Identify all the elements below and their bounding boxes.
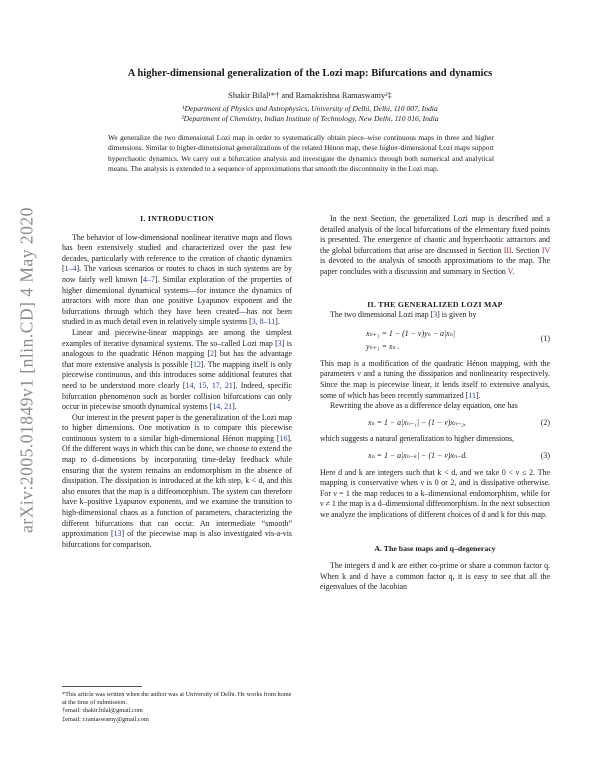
intro-paragraph-3: Our interest in the present paper is the generalization of the Lozi map to higher dimensions. One motivation is to compare this piecewise continuous system to a similar high-dimensional Hénon mapping [16]. Of the different ways in which this can be done, we choose to extend the map to d–dimensions by incorporating time-delay feedback while ensuring that the system remains an endomorphism in the absence of dissipation. The dissipation is introduced at the kth step, k < d, and this also ensures that the map is a diffeomorphism. The system can therefore have k–positive Lyapunov exponents, and we examine the transition to high-dimensional chaos as a function of parameters, characterizing the different bifurcations that can occur. An intermediate “smooth” approximation [13] of the piecewise map is also investigated vis-a-vis bifurcations for comparison. bbox=[62, 412, 292, 549]
equation-1-line-2: yₙ₊₁ = xₙ . bbox=[366, 341, 400, 351]
equation-number: (2) bbox=[540, 417, 550, 427]
equation-1 bbox=[320, 327, 550, 353]
paper-title: A higher-dimensional generalization of the Lozi map: Bifurcations and dynamics bbox=[127, 68, 493, 79]
footnote-3: ‡email: r.ramaswamy@gmail.com bbox=[62, 715, 149, 723]
abstract: We generalize the two dimensional Lozi map in order to systematically obtain piece–wise continuous maps in three and higher dimensions. Similar to higher-dimensional generalizations of the related Hénon map, these higher-dimensional Lozi maps support hyperchaotic dynamics. We carry out a bifurcation analysis and investigate the dynamics through both numerical and analytical means. The analysis is extended to a sequence of approximations that smooth the discontinuity in the Lozi map. bbox=[108, 133, 494, 174]
citation-link[interactable]: 3 bbox=[277, 338, 282, 348]
footnote-rule bbox=[62, 686, 142, 687]
footnotes bbox=[62, 686, 292, 724]
citation-link[interactable]: 4–7 bbox=[143, 274, 155, 284]
citation-link[interactable]: 1–4 bbox=[64, 264, 77, 274]
citation-link[interactable]: 2 bbox=[210, 349, 215, 359]
citation-link[interactable]: 14, 21 bbox=[212, 402, 233, 412]
equation-1-line-1: xₙ₊₁ = 1 − (1 − ν)yₙ − a|xₙ| bbox=[366, 328, 456, 338]
subsection-heading: A. The base maps and q–degeneracy bbox=[374, 544, 496, 554]
section-heading-generalized-lozi: II. THE GENERALIZED LOZI MAP bbox=[367, 299, 503, 309]
equation-3: xₙ = 1 − a|xₙ₋ₖ| − (1 − ν)xₙ₋d. (3) bbox=[368, 450, 550, 460]
footnote-1: *This article was written when the author was at University of Delhi. He works from home at the time of submission. bbox=[62, 691, 292, 707]
citation-link[interactable]: 3 bbox=[433, 310, 438, 320]
equation-2: xₙ = 1 − a|xₙ₋₁| − (1 − ν)xₙ₋₂, (2) bbox=[368, 417, 550, 427]
citation-link[interactable]: 13 bbox=[113, 529, 122, 539]
equation-number: (3) bbox=[540, 450, 550, 460]
arxiv-stamp: arXiv:2005.01849v1 [nlin.CD] 4 May 2020 bbox=[16, 207, 37, 533]
equation-number: (1) bbox=[540, 334, 550, 344]
section-heading-introduction: I. INTRODUCTION bbox=[140, 214, 214, 223]
degeneracy-paragraph: The integers d and k are either co-prime or share a common factor q. When k and d have a common factor q, it is easy to see that all the eigenvalues of the Jacobian bbox=[320, 561, 550, 592]
affiliation-2: ²Department of Chemistry, Indian Institute of Technology, New Delhi, 110 016, India bbox=[181, 114, 439, 123]
citation-link[interactable]: 3, 8–11 bbox=[251, 317, 276, 327]
left-column bbox=[62, 214, 292, 550]
intro-paragraph-1: The behavior of low-dimensional nonlinear iterative maps and flows has been extensively studied and characterized over the past few decades, particularly with reference to the creation of chaotic dynamics [1–4]. The various scenarios or routes to chaos in such systems are by now fairly well known [4–7]. Similar exploration of the properties of higher dimensional dynamical systems—for instance the dynamics of attractors with more than one positive Lyapunov exponent and the bifurcations through which they have been created—has not been studied in as much detail even in relatively simple systems [3, 8–11]. bbox=[62, 232, 292, 327]
footnote-2: †email: shakir.bilal@gmail.com bbox=[62, 707, 143, 715]
lozi-intro: The two dimensional Lozi map [3] is given by bbox=[330, 310, 477, 320]
generalization-paragraph: which suggests a natural generalization to higher dimensions, bbox=[320, 434, 515, 444]
citation-link[interactable]: 14, 15, 17, 21 bbox=[185, 380, 233, 390]
citation-link[interactable]: 12 bbox=[193, 359, 201, 369]
henon-paragraph: This map is a modification of the quadratic Hénon mapping, with the parameters ν and a tuning the dissipation and nonlinearity respectively. Since the map is piecewise linear, it lends itself to extensive analysis, some of which has been recently summarized [11]. bbox=[320, 358, 550, 400]
section-link[interactable]: V bbox=[507, 266, 513, 276]
section-link[interactable]: III bbox=[503, 245, 512, 255]
citation-link[interactable]: 16 bbox=[279, 433, 288, 443]
section-link[interactable]: IV bbox=[541, 245, 550, 255]
citation-link[interactable]: 11 bbox=[468, 390, 476, 400]
authors: Shakir Bilal¹*† and Ramakrishna Ramaswamy²‡ bbox=[228, 91, 392, 100]
parameter-paragraph: Here d and k are integers such that k < d, and we take 0 < ν ≤ 2. The mapping is conservative when ν is 0 or 2, and is dissipative otherwise. For ν = 1 the map reduces to a k–dimensional endomorphism, while for ν ≠ 1 the map is a d–dimensional diffeomorphism. In the next subsection we analyze the implications of different choices of d and k for this map. bbox=[320, 467, 550, 519]
right-column bbox=[320, 214, 550, 593]
outline-paragraph: In the next Section, the generalized Lozi map is described and a detailed analysis of the local bifurcations of the elementary fixed points is presented. The emergence of chaotic and hyperchaotic attractors and the global bifurcations that arise are discussed in Section III. Section IV is devoted to the analysis of smooth approximations to the map. The paper concludes with a discussion and summary in Section V. bbox=[320, 214, 550, 276]
rewrite-paragraph: Rewriting the above as a difference delay equation, one has bbox=[330, 401, 518, 411]
affiliation-1: ¹Department of Physics and Astrophysics, University of Delhi, Delhi, 110 007, India bbox=[182, 104, 438, 113]
intro-paragraph-2: Linear and piecewise-linear mappings are among the simplest examples of iterative dynamical systems. The so–called Lozi map [3] is analogous to the quadratic Hénon mapping [2] but has the advantage that more extensive analysis is possible [12]. The mapping itself is only piecewise continuous, and this introduces some additional features that need to be understood more clearly [14, 15, 17, 21]. Indeed, specific bifurcation phenomenon such as border collision bifurcations can only occur in piecewise smooth dynamical systems [14, 21]. bbox=[62, 327, 292, 412]
